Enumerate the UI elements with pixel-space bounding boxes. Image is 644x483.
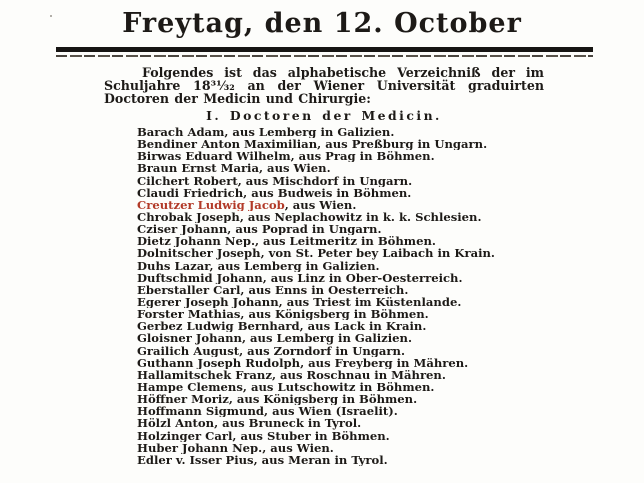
doctor-name: Forster Mathias (137, 308, 241, 321)
doctor-name: Gloisner Johann (137, 332, 242, 345)
list-item (137, 296, 615, 308)
section-heading: I. Doctoren der Medicin. (206, 108, 442, 123)
doctor-origin: , aus Budweis in Böhmen. (243, 186, 412, 199)
doctor-name: Guthann Joseph Rudolph (137, 356, 301, 369)
doctor-name: Barach Adam (137, 126, 225, 139)
doctor-name: Hoffmann Sigmund (137, 405, 264, 418)
list-item (137, 381, 615, 393)
list-item (137, 430, 615, 442)
list-item (137, 332, 615, 344)
doctor-name: Hölzl Anton (137, 417, 215, 430)
doctor-name: Bendiner Anton Maximilian (137, 138, 318, 151)
doctor-origin: , aus Preßburg in Ungarn. (317, 138, 488, 151)
doctor-origin: , aus Königsberg in Böhmen. (228, 393, 418, 406)
doctor-name: Dietz Johann Nep. (137, 235, 255, 248)
list-item (137, 345, 615, 357)
list-item (137, 211, 615, 223)
doctor-origin: , aus Zorndorf in Ungarn. (239, 344, 405, 357)
header-divider (56, 47, 593, 57)
page-title: Freytag, den 12. October (122, 8, 522, 39)
list-item (137, 162, 615, 174)
list-item (137, 369, 615, 381)
doctor-origin: , aus Mischdorf in Ungarn. (237, 174, 413, 187)
list-item (137, 308, 615, 320)
list-item (137, 357, 615, 369)
list-item (137, 454, 615, 466)
doctor-name: Höffner Moriz (137, 393, 229, 406)
list-item (137, 442, 615, 454)
doctor-origin: , aus Lutschowitz in Böhmen. (242, 380, 435, 394)
doctor-name: Holzinger Carl (137, 429, 233, 442)
doctor-name: Hallamitschek Franz (137, 368, 272, 381)
doctor-origin: , aus Bruneck in Tyrol. (214, 417, 362, 430)
doctor-origin: , aus Wien. (284, 198, 357, 211)
intro-line-3: Doctoren der Medicin und Chirurgie: (104, 90, 371, 106)
doctor-name: Braun Ernst Maria (137, 162, 259, 175)
doctor-name: Birwas Eduard Wilhelm (137, 150, 291, 163)
doctor-origin: , aus Neplachowitz in k. k. Schlesien. (239, 210, 482, 224)
doctor-origin: , aus Lemberg in Galizien. (224, 126, 395, 139)
doctor-origin: , aus Meran in Tyrol. (253, 453, 388, 466)
intro-line-2: Schuljahre 18³¹⁄₃₂ an der Wiener Universität graduirten (104, 77, 544, 93)
list-item (137, 284, 615, 296)
doctor-origin: , aus Roschnau in Mähren. (271, 368, 446, 381)
doctor-name: Claudi Friedrich (137, 186, 244, 199)
doctor-origin: , aus Linz in Ober-Oesterreich. (262, 271, 463, 284)
list-item (137, 199, 615, 211)
list-item (137, 393, 615, 405)
doctor-name: Cilchert Robert (137, 174, 238, 187)
doctor-list (137, 126, 615, 466)
doctor-origin: , aus Wien. (262, 441, 334, 454)
list-item (137, 223, 615, 235)
doctor-origin: , aus Triest im Küstenlande. (278, 295, 462, 309)
doctor-name: Duhs Lazar (137, 259, 210, 272)
divider-thin-line (56, 55, 593, 57)
intro-paragraph (104, 67, 544, 106)
list-item (137, 247, 615, 259)
list-item (137, 272, 615, 284)
doctor-origin: , aus Freyberg in Mähren. (300, 356, 469, 369)
doctor-origin: , aus Lemberg in Galizien. (209, 259, 380, 272)
doctor-name: Grailich August (137, 344, 240, 357)
doctor-origin: , aus Leitmeritz in Böhmen. (254, 235, 436, 248)
doctor-name: Chrobak Joseph (137, 210, 240, 224)
list-item (137, 175, 615, 187)
doctor-origin: , aus Lemberg in Galizien. (241, 332, 412, 345)
doctor-origin: , aus Poprad in Ungarn. (227, 223, 382, 236)
doctor-origin: , aus Enns in Oesterreich. (240, 283, 409, 296)
doctor-name: Edler v. Isser Pius (137, 453, 254, 466)
intro-line-1: Folgendes ist das alphabetische Verzeichniß der im (142, 65, 544, 80)
list-item (137, 138, 615, 150)
doctor-name: Huber Johann Nep. (137, 441, 263, 454)
doctor-origin: , aus Prag in Böhmen. (290, 150, 435, 163)
doctor-name: Hampe Clemens (137, 380, 243, 394)
list-item (137, 235, 615, 247)
doctor-origin: , aus Lack in Krain. (299, 320, 427, 333)
doctor-origin: , aus Wien. (258, 162, 331, 175)
list-item (137, 320, 615, 332)
doctor-name: Duftschmid Johann (137, 271, 263, 284)
doctor-name: Dolnitscher Joseph (137, 247, 261, 260)
list-item (137, 260, 615, 272)
doctor-origin: , aus Königsberg in Böhmen. (240, 308, 429, 321)
divider-thick-line (56, 47, 593, 52)
doctor-origin: , aus Stuber in Böhmen. (232, 429, 390, 442)
list-item (137, 150, 615, 162)
doctor-name: Eberstaller Carl (137, 283, 241, 296)
list-item (137, 417, 615, 429)
doctor-origin: , von St. Peter bey Laibach in Krain. (260, 247, 495, 260)
doctor-origin: , aus Wien (Israelit). (264, 405, 398, 418)
list-item (137, 405, 615, 417)
list-item (137, 126, 615, 138)
doctor-name: Egerer Joseph Johann (137, 295, 279, 309)
doctor-name: Gerbez Ludwig Bernhard (137, 320, 300, 333)
doctor-name: Cziser Johann (137, 223, 228, 236)
doctor-name: Creutzer Ludwig Jacob (137, 198, 285, 211)
list-item (137, 187, 615, 199)
